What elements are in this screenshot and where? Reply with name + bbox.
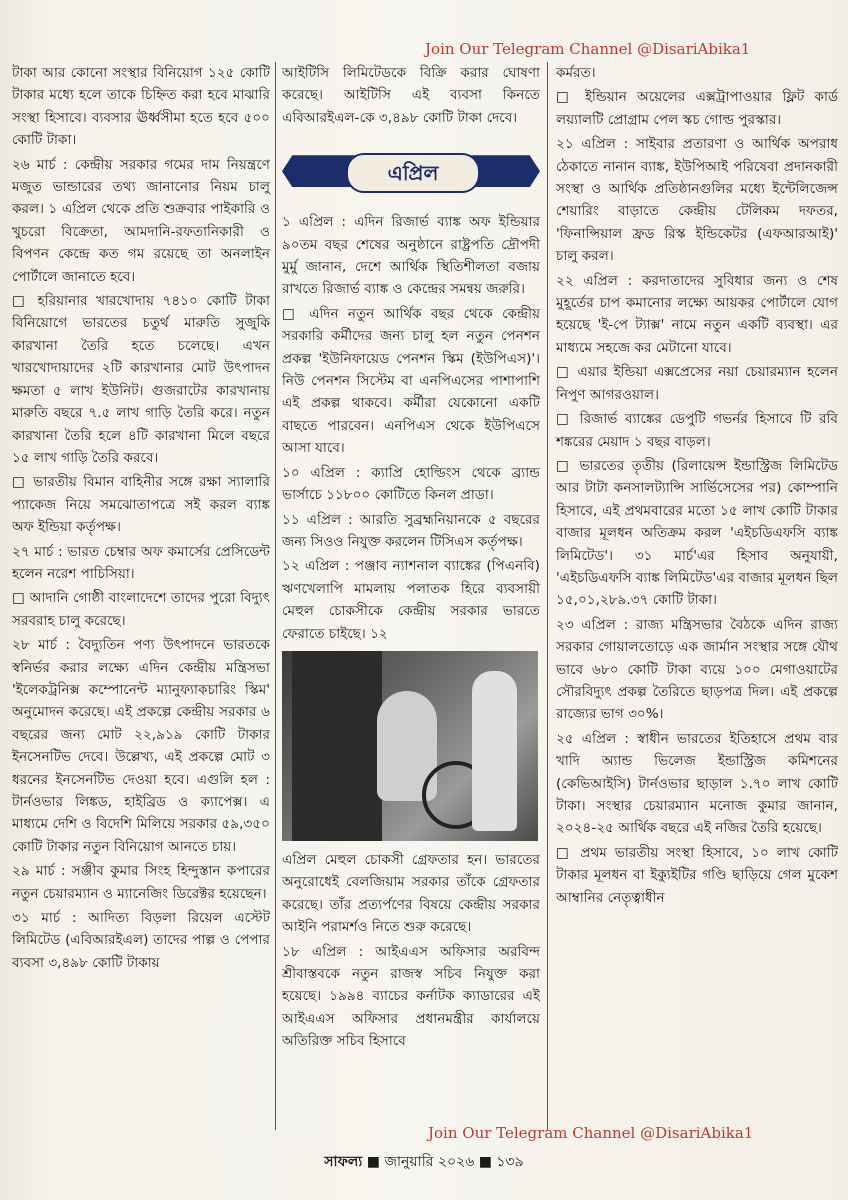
paragraph: এপ্রিল মেহুল চোকসী গ্রেফতার হন। ভারতের অনুরোধেই বেলজিয়াম সরকার তাঁকে গ্রেফতার করেছে। তাঁর প্রত্যর্পণের বিষয়ে কেন্দ্রীয় সরকার আইনি পরামর্শও নিতে শুরু করেছে। <box>282 851 540 936</box>
paragraph: □ আদানি গোষ্ঠী বাংলাদেশে তাদের পুরো বিদ্যুৎ সরবরাহ চালু করেছে। <box>12 590 270 629</box>
footer-separator: ■ <box>366 1154 380 1170</box>
magazine-brand: সাফল্য <box>324 1154 363 1170</box>
paragraph: কর্মরত। <box>556 65 596 81</box>
paragraph: □ প্রথম ভারতীয় সংস্থা হিসাবে, ১০ লাখ কোটি টাকার মূলধন বা ইক্যুইটির গণ্ডি ছাড়িয়ে গেল মুকেশ আম্বানির নেতৃত্বাধীন <box>556 844 838 906</box>
column-2 <box>282 62 540 1055</box>
month-banner <box>282 149 540 193</box>
column-divider <box>275 62 276 1130</box>
page-number: ১৩৯ <box>496 1154 524 1170</box>
watermark-bottom: Join Our Telegram Channel @DisariAbika1 <box>428 1124 754 1142</box>
month-title: এপ্রিল <box>346 153 480 193</box>
paragraph: ২৮ মার্চ : বৈদ্যুতিন পণ্য উৎপাদনে ভারতকে স্বনির্ভর করার লক্ষ্যে এদিন কেন্দ্রীয় মন্ত্রিসভা 'ইলেকট্রনিক্স কম্পোনেন্ট ম্যানুফ্যাকচারিং স্কিম' অনুমোদন করেছে। এই প্রকল্পে কেন্দ্রীয় সরকার ৬ বছরের জন্য মোট ২২,৯১৯ কোটি টাকার ইনসেনটিভ দেবে। উল্লেখ্য, এই প্রকল্পে মোট ৩ ধরনের ইনসেনটিভ দেওয়া হবে। এগুলি হল : টার্নওভার লিঙ্কড, হাইব্রিড ও ক্যাপেক্স। এ মাধ্যমে দেশি ও বিদেশি মিলিয়ে সরকার ৫৯,৩৫০ কোটি টাকার নতুন বিনিয়োগ আনতে চায়। <box>12 637 270 855</box>
page-footer <box>0 1150 848 1180</box>
paragraph: ১ এপ্রিল : এদিন রিজার্ভ ব্যাঙ্ক অফ ইন্ডিয়ার ৯০তম বছর শেষের অনুষ্ঠানে রাষ্ট্রপতি দ্রৌপদী মুর্মু জানান, দেশে আর্থিক স্থিতিশীলতা বজায় রাখতে রিজার্ভ ব্যাঙ্ক ও কেন্দ্রের সমন্বয় জরুরি। <box>282 214 540 298</box>
paragraph: ২৬ মার্চ : কেন্দ্রীয় সরকার গমের দাম নিয়ন্ত্রণে মজুত ভান্ডারের তথ্য জানানোর নিয়ম চালু করল। ১ এপ্রিল থেকে প্রতি শুক্রবার পাইকারি ও খুচরো বিক্রেতা, আমদানি-রফতানিকারী ও বিপণন কেন্দ্রে কত গম রয়েছে তা অনলাইন পোর্টালে জানাতে হবে। <box>12 156 270 285</box>
paragraph: □ রিজার্ভ ব্যাঙ্কের ডেপুটি গভর্নর হিসাবে টি রবি শঙ্করের মেয়াদ ১ বছর বাড়ল। <box>556 411 838 450</box>
paragraph: ১৮ এপ্রিল : আইএএস অফিসার অরবিন্দ শ্রীবাস্তবকে নতুন রাজস্ব সচিব নিযুক্ত করা হয়েছে। ১৯৯৪ ব্যাচের কর্নাটক ক্যাডারের এই আইএএস অফিসার প্রধানমন্ত্রীর কার্যালয়ে অতিরিক্ত সচিব হিসাবে <box>282 943 540 1050</box>
paragraph: ৩১ মার্চ : আদিত্য বিড়লা রিয়েল এস্টেট লিমিটেড (এবিআরইএল) তাদের পাল্প ও পেপার ব্যবসা ৩,৪৯৮ কোটি টাকায় <box>12 910 270 971</box>
photo-attendant <box>472 671 517 831</box>
paragraph: □ এদিন নতুন আর্থিক বছর থেকে কেন্দ্রীয় সরকারি কর্মীদের জন্য চালু হল নতুন পেনশন প্রকল্প 'ইউনিফায়েড পেনশন স্কিম (ইউপিএস)'। নিউ পেনশন সিস্টেম বা এনপিএসের পাশাপাশি এই প্রকল্প থাকবে। কর্মীরা যেকোনো একটি বাছতে পারবেন। এনপিএস থেকে ইউপিএসে আসা যাবে। <box>282 305 540 457</box>
column-3 <box>556 62 838 911</box>
paragraph: □ এয়ার ইন্ডিয়া এক্সপ্রেসের নয়া চেয়ারম্যান হলেন নিপুণ আগরওয়াল। <box>556 364 838 403</box>
news-photo <box>282 651 538 841</box>
issue-date: জানুয়ারি ২০২৬ <box>384 1154 475 1170</box>
photo-door <box>292 651 382 841</box>
paragraph: □ ভারতীয় বিমান বাহিনীর সঙ্গে রক্ষা স্যালারি প্যাকেজ নিয়ে সমঝোতাপত্রে সই করল ব্যাঙ্ক অফ ইন্ডিয়া কর্তৃপক্ষ। <box>12 474 270 536</box>
column-1 <box>12 62 270 976</box>
paragraph: ২৯ মার্চ : সঞ্জীব কুমার সিংহ হিন্দুস্তান কপারের নতুন চেয়ারম্যান ও ম্যানেজিং ডিরেক্টর হয়েছেন। <box>12 863 270 902</box>
paragraph: □ ইন্ডিয়ান অয়েলের এক্সট্রাপাওয়ার ফ্লিট কার্ড লয়্যালটি প্রোগ্রাম পেল স্কচ গোল্ড পুরস্কার। <box>556 89 838 128</box>
paragraph: ২৩ এপ্রিল : রাজ্য মন্ত্রিসভার বৈঠকে এদিন রাজ্য সরকার গোয়ালতোড়ে এক জার্মান সংস্থার সঙ্গে যৌথ ভাবে ৬৮০ কোটি টাকা ব্যয়ে ১০০ মেগাওয়াটের সৌরবিদ্যুৎ প্রকল্প তৈরিতে ছাড়পত্র দিল। এই প্রকল্পে রাজ্যের ভাগ ৩০%। <box>556 616 838 723</box>
watermark-top: Join Our Telegram Channel @DisariAbika1 <box>425 40 751 58</box>
paragraph: ১২ এপ্রিল : পঞ্জাব ন্যাশনাল ব্যাঙ্কের (পিএনবি) ঋণখেলাপি মামলায় পলাতক হিরে ব্যবসায়ী মেহুল চোকসীকে কেন্দ্রীয় সরকার ভারতে ফেরাতে চাইছে। ১২ <box>282 558 540 642</box>
paragraph: ২৭ মার্চ : ভারত চেম্বার অফ কমার্সের প্রেসিডেন্ট হলেন নরেশ পাচিসিয়া। <box>12 543 270 582</box>
footer-separator: ■ <box>478 1154 492 1170</box>
paragraph: ২২ এপ্রিল : করদাতাদের সুবিধার জন্য ও শেষ মুহূর্তের চাপ কমানোর লক্ষ্যে আয়কর পোর্টালে যোগ হয়েছে 'ই-পে ট্যাক্স' নামে নতুন একটি ব্যবস্থা। এর মাধ্যমে সহজে কর মেটানো যাবে। <box>556 272 838 356</box>
paragraph: টাকা আর কোনো সংস্থার বিনিয়োগ ১২৫ কোটি টাকার মধ্যে হলে তাকে চিহ্নিত করা হবে মাঝারি সংস্থা হিসাবে। ব্যবসার ঊর্ধ্বসীমা হতে হবে ৫০০ কোটি টাকা। <box>12 65 270 149</box>
paragraph: ২৫ এপ্রিল : স্বাধীন ভারতের ইতিহাসে প্রথম বার খাদি অ্যান্ড ভিলেজ ইন্ডাস্ট্রিজ কমিশনের (কেভিআইসি) টার্নওভার ছাড়াল ১.৭০ লাখ কোটি টাকা। সংস্থার চেয়ারম্যান মনোজ কুমার জানান, ২০২৪-২৫ আর্থিক বছরে এই নজির তৈরি হয়েছে। <box>556 730 838 837</box>
column-divider <box>547 62 548 1130</box>
paragraph: ১০ এপ্রিল : ক্যাপ্রি হোল্ডিংস থেকে ব্র্যান্ড ভার্সাচে ১১৮০০ কোটিতে কিনল প্রাডা। <box>282 464 540 504</box>
paragraph: ২১ এপ্রিল : সাইবার প্রতারণা ও আর্থিক অপরাধ ঠেকাতে নানান ব্যাঙ্ক, ইউপিআই পরিষেবা প্রদানকারী সংস্থা ও আর্থিক প্রতিষ্ঠানগুলির মধ্যে ইন্টেলিজেন্স শেয়ারিং বাড়াতে কেন্দ্রীয় টেলিকম দফতর, 'ফিনান্সিয়াল ফ্রড রিস্ক ইন্ডিকেটর (এফআরআই)' চালু করল। <box>556 136 838 265</box>
paragraph: আইটিসি লিমিটেডকে বিক্রি করার ঘোষণা করেছে। আইটিসি এই ব্যবসা কিনতে এবিআরইএল-কে ৩,৪৯৮ কোটি টাকা দেবে। <box>282 65 540 126</box>
paragraph: □ হরিয়ানার খারখোদায় ৭৪১০ কোটি টাকা বিনিয়োগে ভারতের চতুর্থ মারুতি সুজুকি কারখানা তৈরি হতে চলেছে। এখন খারখোদায়াদের ২টি কারখানার মোট উৎপাদন ক্ষমতা ৫ লাখ ইউনিট। গুজরাটের কারখানায় মারুতি বছরে ৭.৫ লাখ গাড়ি তৈরি করে। নতুন কারখানা তৈরি হলে ৪টি কারখানা মিলে বছরে ১৫ লাখ গাড়ি তৈরি করবে। <box>12 293 270 466</box>
paragraph: ১১ এপ্রিল : আরতি সুব্রহ্মনিয়ানকে ৫ বছরের জন্য সিওও নিযুক্ত করলেন টিসিএস কর্তৃপক্ষ। <box>282 511 540 550</box>
paragraph: □ ভারতের তৃতীয় (রিলায়েন্স ইন্ডাস্ট্রিজ লিমিটেড আর টাটা কনসালট্যান্সি সার্ভিসেসের পর) কোম্পানি হিসাবে, এই প্রথমবারের মতো ১৫ লাখ কোটি টাকার বাজার মূলধন অতিক্রম করল 'এইচডিএফসি ব্যাঙ্ক লিমিটেড'। ৩১ মার্চ'এর হিসাব অনুযায়ী, 'এইচডিএফসি ব্যাঙ্ক লিমিটেড'এর বাজার মূলধন ছিল ১৫,০১,২৮৯.৩৭ কোটি টাকা। <box>556 457 838 609</box>
